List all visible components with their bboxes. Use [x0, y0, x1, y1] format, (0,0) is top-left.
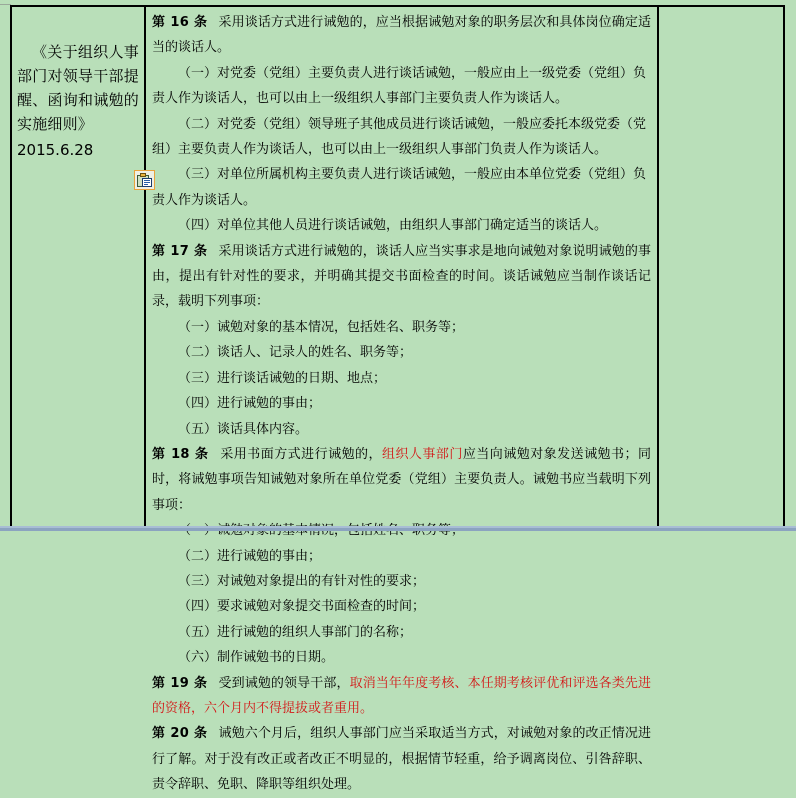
- article-17-item-4: （四）进行诫勉的事由；: [178, 396, 322, 412]
- paste-clipboard-icon: [137, 173, 153, 188]
- article-17: [152, 239, 651, 315]
- article-20-lead: 诫勉六个月后，组织人事部门应当采取适当方式，对诫勉对象的改正情况进行了解。对于没有改正或者改正不明显的，根据情节轻重，给予调离岗位、引咎辞职、责令辞职、免职、降职等组织处理。: [152, 726, 651, 793]
- article-18-item-5: （五）进行诫勉的组织人事部门的名称；: [178, 624, 413, 640]
- article-16-lead: 采用谈话方式进行诫勉的，应当根据诫勉对象的职务层次和具体岗位确定适当的谈话人。: [152, 15, 651, 56]
- article-17-item-5: （五）谈话具体内容。: [178, 421, 309, 437]
- article-19-number: 第 19 条: [152, 675, 208, 691]
- article-18-item-3: （三）对诫勉对象提出的有针对性的要求；: [178, 573, 426, 589]
- article-list: [146, 7, 657, 798]
- article-20: [152, 721, 651, 797]
- article-18-item-2: （二）进行诫勉的事由；: [178, 548, 322, 564]
- document-title: 《关于组织人事部门对领导干部提醒、函询和诫勉的实施细则》: [17, 43, 139, 133]
- article-18-highlight: 组织人事部门: [381, 446, 463, 462]
- article-18-number: 第 18 条: [152, 446, 209, 462]
- note-column-cell[interactable]: [659, 7, 783, 526]
- article-18: [152, 442, 651, 518]
- article-16-item-3: （三）对单位所属机构主要负责人进行谈话诫勉，一般应由本单位党委（党组）负责人作为谈话人。: [152, 167, 647, 208]
- article-17-item-3: （三）进行谈话诫勉的日期、地点；: [178, 370, 387, 386]
- article-17-item-2: （二）谈话人、记录人的姓名、职务等；: [178, 345, 413, 361]
- article-18-lead-part1: 采用书面方式进行诫勉的，: [219, 446, 382, 462]
- article-19: [152, 671, 651, 722]
- article-18-item-4: （四）要求诫勉对象提交书面检查的时间；: [178, 599, 426, 615]
- document-table: [10, 5, 785, 793]
- article-18-item-6: （六）制作诫勉书的日期。: [178, 650, 335, 666]
- article-19-highlight: 取消当年年度考核、本任期考核评优和评选各类先进的资格，六个月内不得提拔或者重用。: [152, 675, 651, 716]
- title-column-cell[interactable]: [12, 7, 146, 526]
- article-16-item-1: （一）对党委（党组）主要负责人进行谈话诫勉，一般应由上一级党委（党组）负责人作为谈话人，也可以由上一级组织人事部门主要负责人作为谈话人。: [152, 65, 647, 107]
- article-18-lead-part2: 应当向诫勉对象发送诫勉书；同时，将诫勉事项告知诫勉对象所在单位党委（党组）主要负责人。诫勉书应当载明下列事项：: [152, 446, 651, 513]
- article-17-item-1: （一）诫勉对象的基本情况，包括姓名、职务等；: [178, 319, 465, 335]
- article-16: [152, 10, 651, 61]
- article-17-lead: 采用谈话方式进行诫勉的，谈话人应当实事求是地向诫勉对象说明诫勉的事由，提出有针对性的要求，并明确其提交书面检查的时间。谈话诫勉应当制作谈话记录，载明下列事项：: [152, 243, 651, 310]
- article-16-item-2: （二）对党委（党组）领导班子其他成员进行谈话诫勉，一般应委托本级党委（党组）主要负责人作为谈话人，也可以由上一级组织人事部门负责人作为谈话人。: [152, 116, 647, 158]
- paste-options-smart-tag[interactable]: [134, 170, 155, 190]
- article-20-number: 第 20 条: [152, 726, 208, 742]
- title-column-inner: [12, 7, 144, 160]
- window-bottom-strip-highlight: [0, 526, 796, 528]
- article-17-number: 第 17 条: [152, 243, 208, 259]
- document-date: 2015.6.28: [17, 141, 94, 159]
- article-body-cell[interactable]: [146, 7, 659, 793]
- article-16-number: 第 16 条: [152, 15, 208, 30]
- article-19-lead-part1: 受到诫勉的领导干部，: [218, 675, 350, 691]
- article-16-item-4: （四）对单位其他人员进行谈话诫勉，由组织人事部门确定适当的谈话人。: [178, 218, 608, 234]
